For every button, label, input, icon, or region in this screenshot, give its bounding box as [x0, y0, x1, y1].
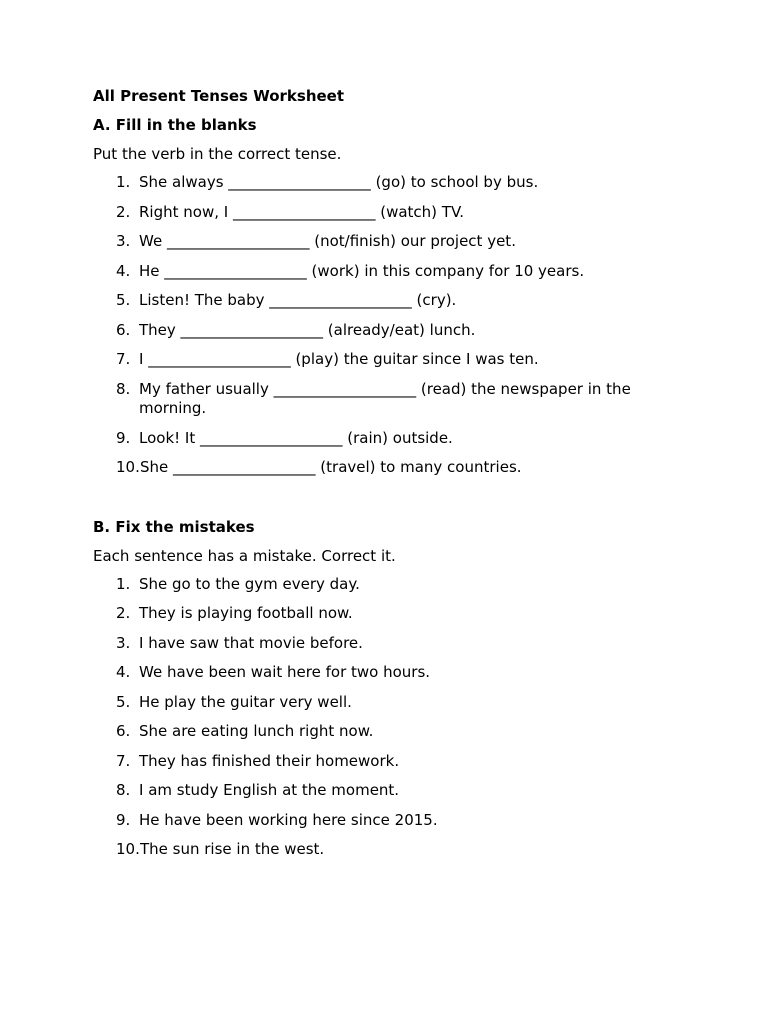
- item-number: 10.: [116, 458, 140, 476]
- list-item: [93, 663, 693, 683]
- section-a-heading: A. Fill in the blanks: [93, 116, 257, 134]
- list-item: [93, 752, 693, 772]
- item-text: Look! It ___________________ (rain) outside.: [139, 428, 453, 447]
- list-item: [93, 781, 693, 801]
- page-title: All Present Tenses Worksheet: [93, 87, 345, 105]
- list-item: [93, 429, 693, 449]
- list-item: [93, 262, 693, 282]
- item-number: 9.: [116, 428, 131, 447]
- item-number: 5.: [116, 291, 131, 309]
- item-number: 3.: [116, 633, 131, 652]
- item-text: I ___________________ (play) the guitar since I was ten.: [139, 350, 539, 368]
- list-item: [93, 840, 693, 860]
- worksheet-page: [93, 86, 693, 870]
- item-text: They ___________________ (already/eat) lunch.: [139, 320, 476, 339]
- item-number: 8.: [116, 379, 131, 398]
- list-item: [93, 811, 693, 831]
- item-text: My father usually ___________________ (read) the newspaper in the morning.: [139, 379, 631, 417]
- item-number: 8.: [116, 781, 131, 799]
- item-text: He ___________________ (work) in this company for 10 years.: [139, 261, 585, 280]
- item-text: They is playing football now.: [139, 604, 353, 622]
- list-item: [93, 634, 693, 654]
- item-number: 9.: [116, 810, 131, 829]
- list-item: [93, 722, 693, 742]
- item-text: She go to the gym every day.: [139, 574, 360, 593]
- list-item: [93, 291, 693, 311]
- item-text: We ___________________ (not/finish) our project yet.: [139, 232, 516, 250]
- item-number: 7.: [116, 751, 131, 770]
- list-item: [93, 232, 693, 252]
- list-item: [93, 693, 693, 713]
- section-b-instruction: Each sentence has a mistake. Correct it.: [93, 546, 396, 565]
- list-item: [93, 350, 693, 370]
- item-number: 1.: [116, 173, 131, 191]
- item-text: Listen! The baby ___________________ (cry).: [139, 291, 457, 309]
- section-spacer: [93, 488, 693, 517]
- section-a-instruction: Put the verb in the correct tense.: [93, 145, 342, 163]
- item-number: 7.: [116, 350, 131, 368]
- list-item: [93, 321, 693, 341]
- item-text: She are eating lunch right now.: [139, 722, 374, 740]
- item-text: She ___________________ (travel) to many countries.: [140, 458, 522, 476]
- item-number: 4.: [116, 663, 131, 681]
- item-text: I have saw that movie before.: [139, 633, 363, 652]
- item-text: He play the guitar very well.: [139, 692, 352, 711]
- list-item: [93, 458, 693, 478]
- section-b-list: [93, 575, 693, 860]
- item-text: We have been wait here for two hours.: [139, 663, 431, 681]
- item-number: 4.: [116, 261, 131, 280]
- item-text: He have been working here since 2015.: [139, 810, 438, 829]
- item-text: They has finished their homework.: [139, 751, 400, 770]
- list-item: [93, 604, 693, 624]
- item-number: 3.: [116, 232, 131, 250]
- item-text: Right now, I ___________________ (watch) TV.: [139, 202, 465, 221]
- item-text: She always ___________________ (go) to school by bus.: [139, 173, 539, 191]
- list-item: [93, 575, 693, 595]
- item-number: 6.: [116, 722, 131, 740]
- section-a-list: [93, 173, 693, 478]
- item-text: The sun rise in the west.: [140, 840, 325, 858]
- list-item: [93, 380, 693, 419]
- item-number: 5.: [116, 692, 131, 711]
- item-number: 2.: [116, 604, 131, 622]
- item-number: 10.: [116, 840, 140, 858]
- list-item: [93, 173, 693, 193]
- item-number: 1.: [116, 574, 131, 593]
- item-number: 6.: [116, 320, 131, 339]
- item-number: 2.: [116, 202, 131, 221]
- item-text: I am study English at the moment.: [139, 781, 400, 799]
- list-item: [93, 203, 693, 223]
- section-b-heading: B. Fix the mistakes: [93, 517, 255, 536]
